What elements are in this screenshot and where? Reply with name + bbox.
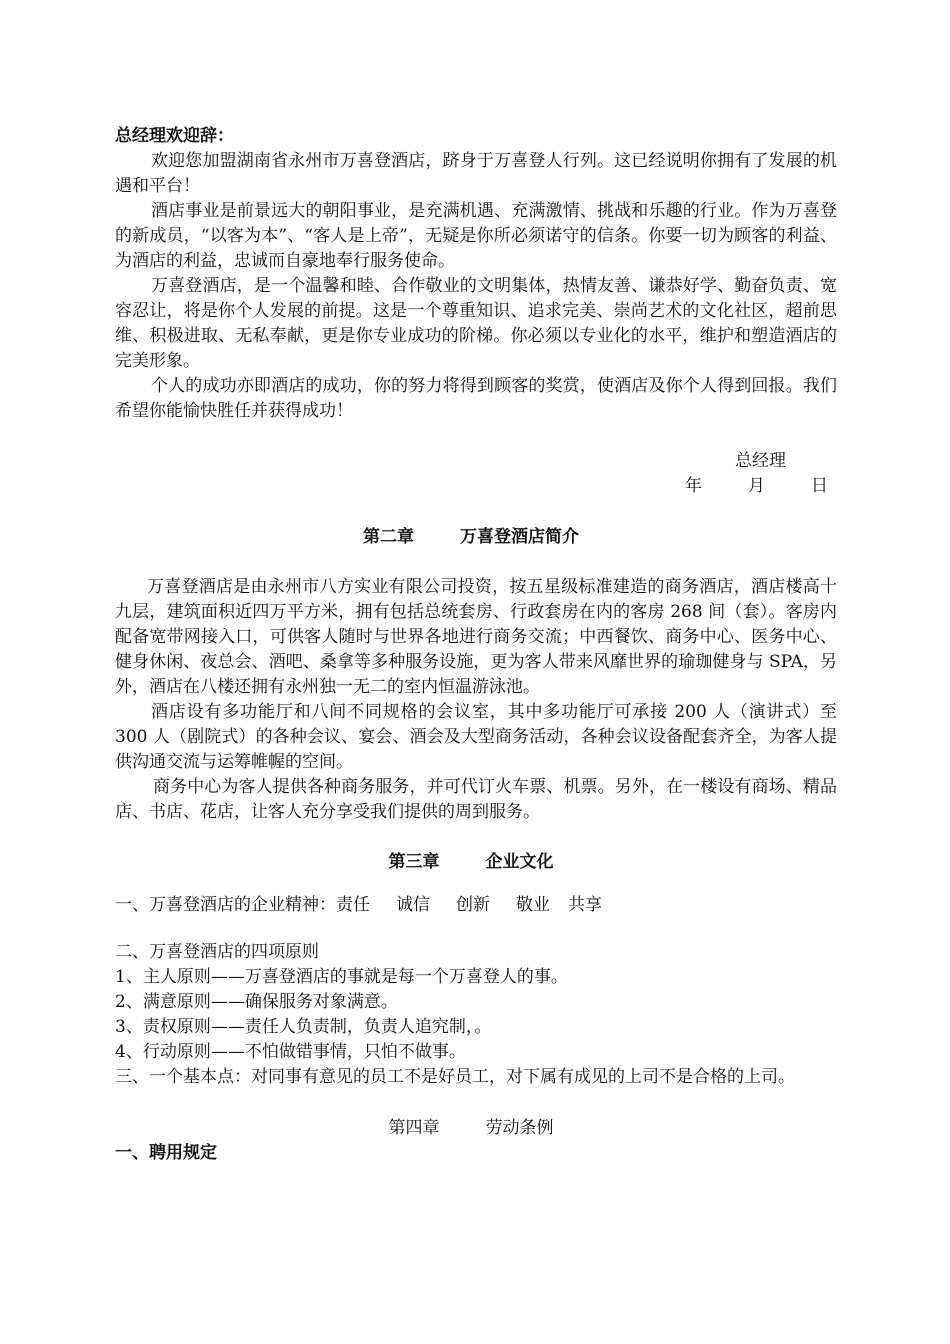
principles-heading: 二、万喜登酒店的四项原则 [115, 942, 319, 962]
spirit-item: 共享 [568, 895, 602, 915]
principle-item: 4、行动原则——不怕做错事情，只怕不做事。 [115, 1042, 466, 1062]
basic-point: 三、一个基本点：对同事有意见的员工不是好员工，对下属有成见的上司不是合格的上司。 [115, 1067, 795, 1087]
date-day: 日 [811, 476, 828, 496]
spirit-item: 诚信 [396, 895, 430, 915]
principle-item: 2、满意原则——确保服务对象满意。 [115, 992, 398, 1012]
chapter2-heading [105, 525, 837, 550]
signature-title: 总经理 [735, 451, 786, 471]
chapter2-title: 万喜登酒店简介 [460, 527, 579, 547]
principle-item: 1、主人原则——万喜登酒店的事就是每一个万喜登人的事。 [115, 967, 568, 987]
chapter3-title: 企业文化 [485, 852, 554, 872]
date-year: 年 [685, 476, 702, 496]
welcome-heading: 总经理欢迎辞： [115, 126, 234, 146]
spirit-item: 责任 [336, 895, 370, 915]
spirit-label: 一、万喜登酒店的企业精神： [115, 895, 336, 915]
spirit-item: 创新 [456, 895, 490, 915]
intro-paragraph: 商务中心为客人提供各种商务服务，并可代订火车票、机票。另外，在一楼设有商场、精品店、书店、花店，让客人充分享受我们提供的周到服务。 [115, 777, 837, 822]
chapter2-number: 第二章 [363, 527, 414, 547]
chapter3-heading [105, 850, 837, 875]
welcome-paragraph: 欢迎您加盟湖南省永州市万喜登酒店，跻身于万喜登人行列。这已经说明你拥有了发展的机遇和平台！ [115, 151, 837, 196]
chapter4-title: 劳动条例 [485, 1118, 554, 1138]
intro-paragraph: 酒店设有多功能厅和八间不同规格的会议室，其中多功能厅可承接 200 人（演讲式）至 300 人（剧院式）的各种会议、宴会、酒会及大型商务活动，各种会议设备配套齐全，为客人提供沟通交流与运筹帷幄的空间。 [115, 702, 837, 772]
chapter4-heading [105, 1116, 837, 1141]
section-heading: 一、聘用规定 [115, 1143, 217, 1163]
chapter3-number: 第三章 [388, 852, 440, 872]
chapter4-number: 第四章 [388, 1118, 440, 1138]
signature-date [115, 474, 837, 499]
spirit-item: 敬业 [516, 895, 550, 915]
intro-paragraph: 万喜登酒店是由永州市八方实业有限公司投资，按五星级标准建造的商务酒店，酒店楼高十九层，建筑面积近四万平方米，拥有包括总统套房、行政套房在内的客房 268 间（套）。客房内配备宽带网接入口，可供客人随时与世界各地进行商务交流；中西餐饮、商务中心、医务中心、健身休闲、夜总会、酒吧、桑拿等多种服务设施，更为客人带来风靡世界的瑜珈健身与 SPA，另外，酒店在八楼还拥有永州独一无二的室内恒温游泳池。 [115, 577, 837, 697]
welcome-paragraph: 万喜登酒店，是一个温馨和睦、合作敬业的文明集体，热情友善、谦恭好学、勤奋负责、宽容忍让，将是你个人发展的前提。这是一个尊重知识、追求完美、崇尚艺术的文化社区，超前思维、积极进取、无私奉献，更是你专业成功的阶梯。你必须以专业化的水平，维护和塑造酒店的完美形象。 [115, 276, 837, 371]
welcome-paragraph: 酒店事业是前景远大的朝阳事业，是充满机遇、充满激情、挑战和乐趣的行业。作为万喜登的新成员，“以客为本”、“客人是上帝”，无疑是你所必须诺守的信条。你要一切为顾客的利益、为酒店的利益，忠诚而自豪地奉行服务使命。 [115, 201, 837, 271]
welcome-paragraph: 个人的成功亦即酒店的成功，你的努力将得到顾客的奖赏，使酒店及你个人得到回报。我们希望你能愉快胜任并获得成功！ [115, 376, 837, 421]
principle-item: 3、责权原则——责任人负责制，负责人追究制，。 [115, 1017, 492, 1037]
date-month: 月 [748, 476, 765, 496]
enterprise-spirit [115, 893, 837, 918]
document-page [115, 124, 837, 1166]
